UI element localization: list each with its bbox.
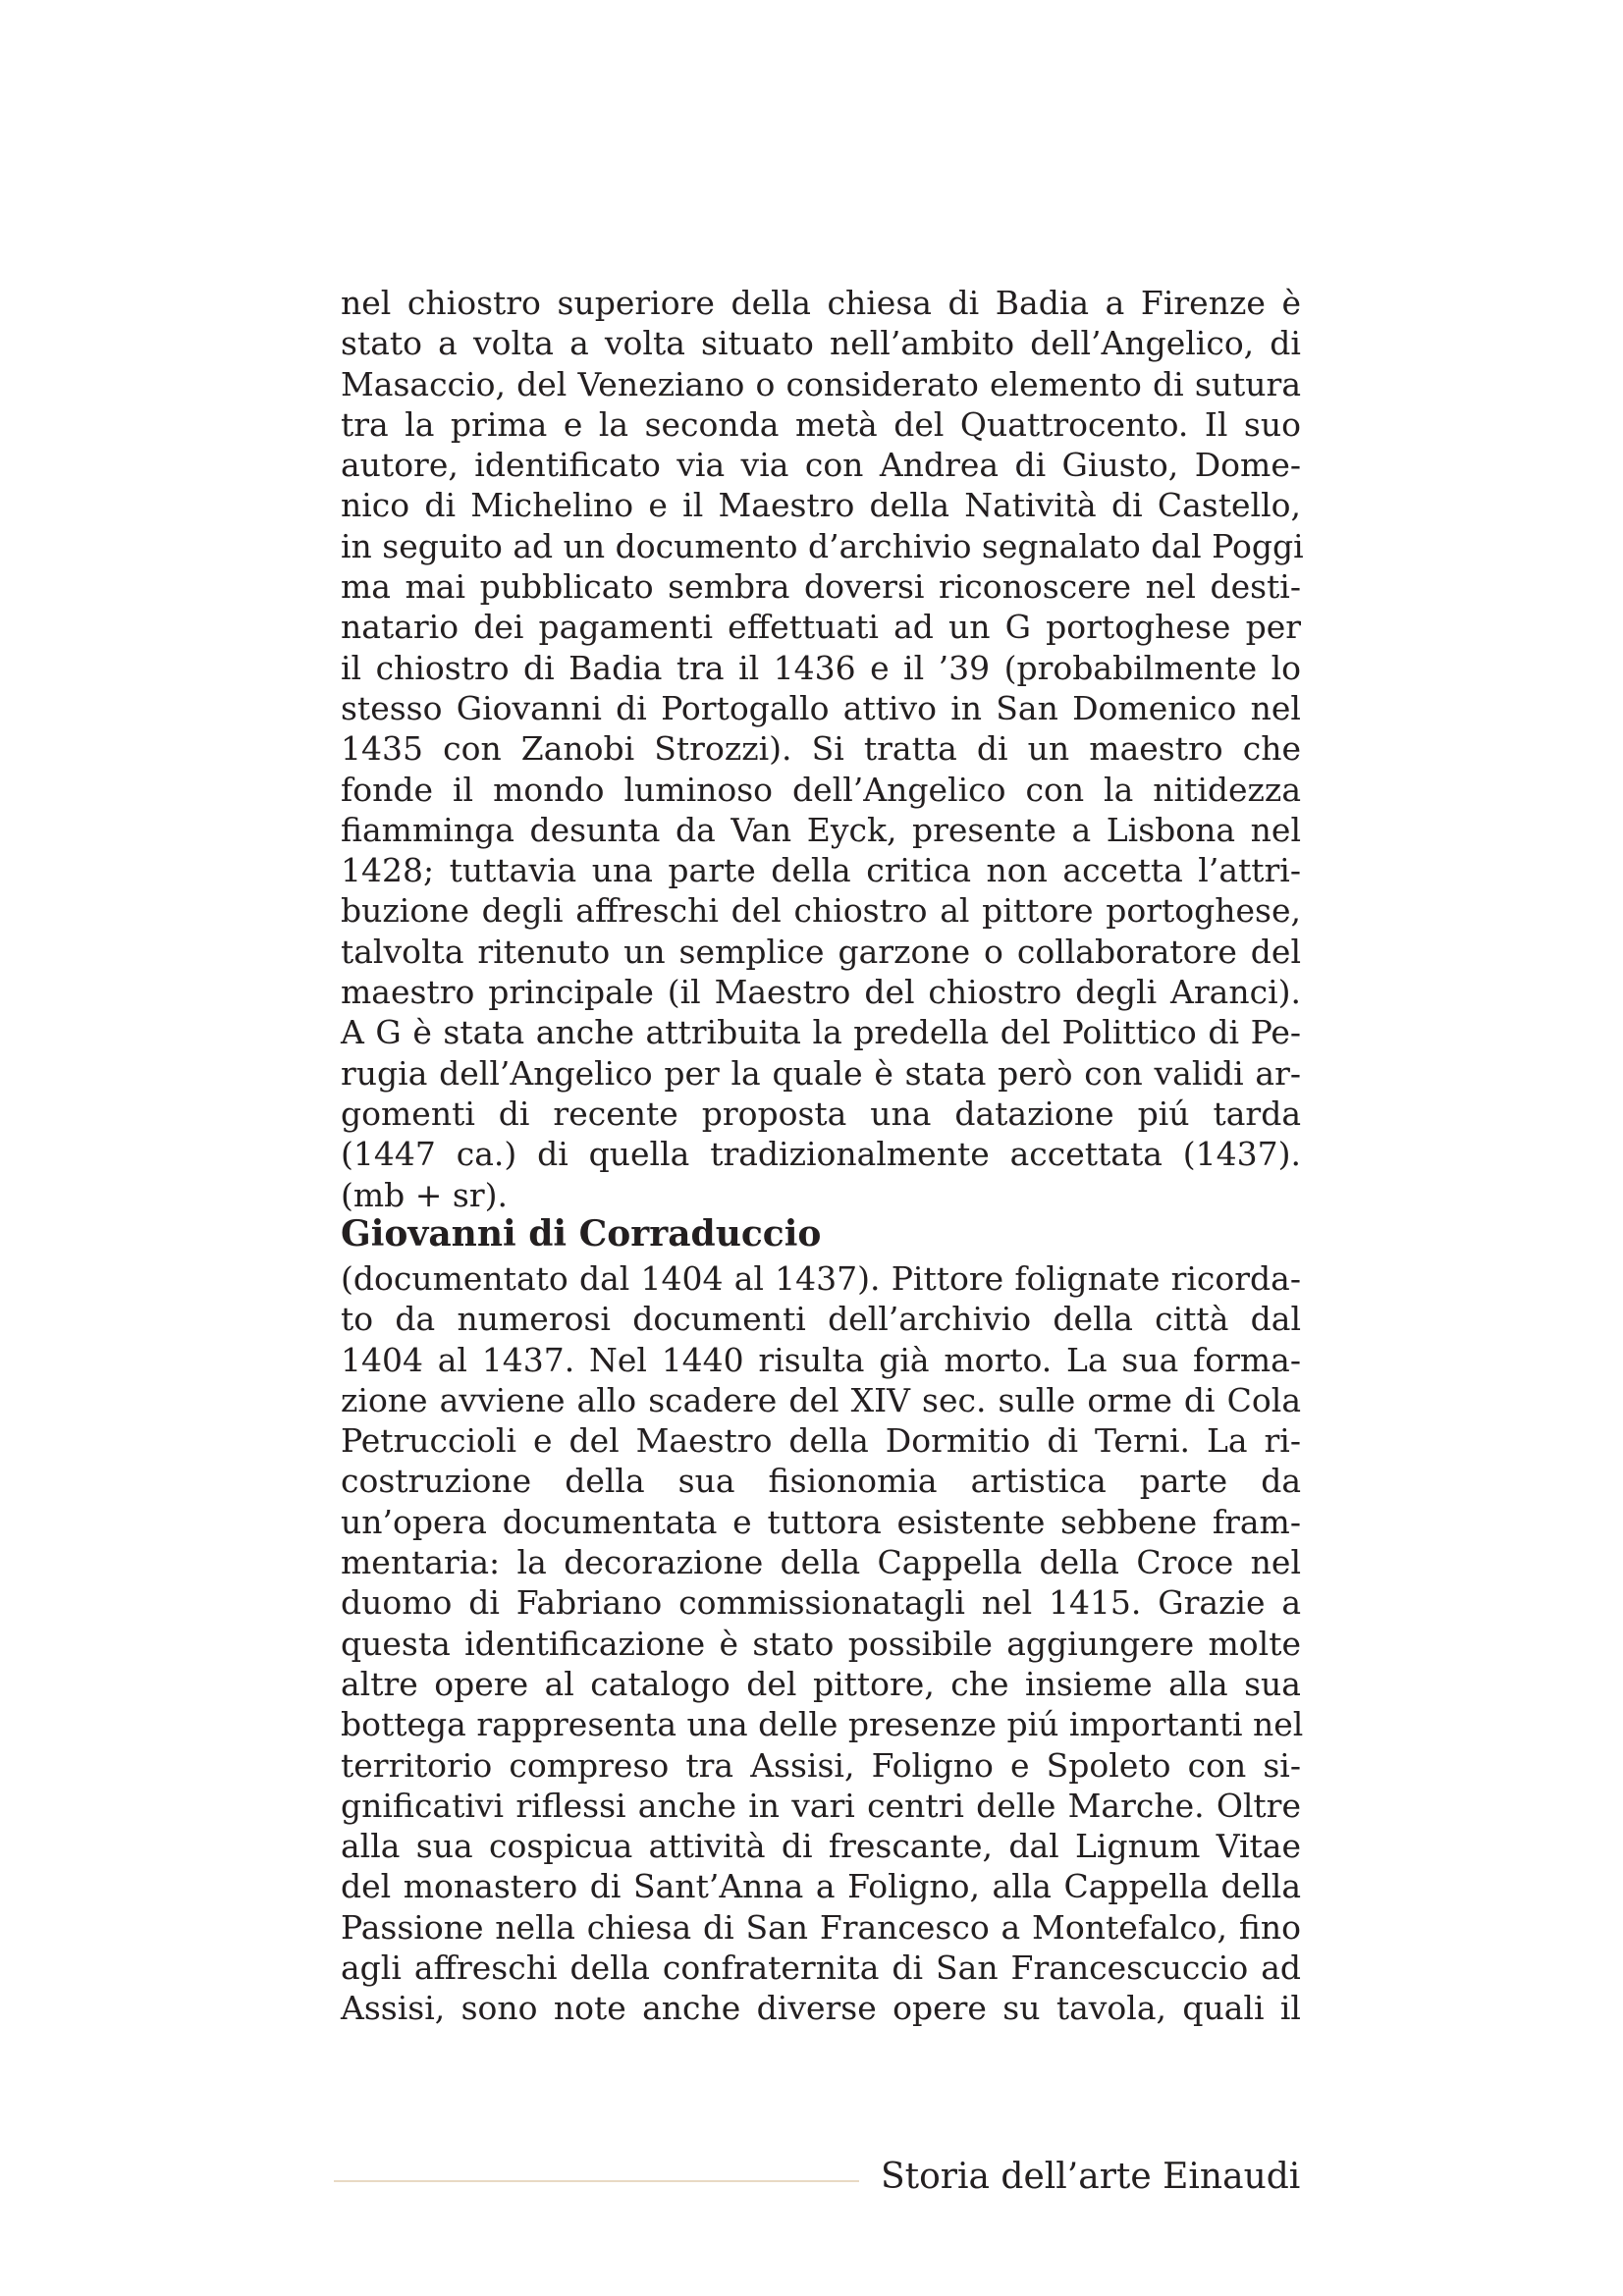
- text-line: un’opera documentata e tuttora esistente sebbene fram-: [341, 1502, 1301, 1541]
- text-line: buzione degli affreschi del chiostro al pittore portoghese,: [341, 891, 1301, 931]
- text-line: questa identificazione è stato possibile aggiungere molte: [341, 1624, 1301, 1663]
- text-line: duomo di Fabriano commissionatagli nel 1415. Grazie a: [341, 1583, 1301, 1623]
- text-line: fiamminga desunta da Van Eyck, presente a Lisbona nel: [341, 810, 1301, 849]
- entry-text-continued: [341, 283, 1304, 1215]
- text-line: il chiostro di Badia tra il 1436 e il ’39 (probabilmente lo: [341, 648, 1301, 687]
- text-line: maestro principale (il Maestro del chiostro degli Aranci).: [341, 973, 1301, 1012]
- text-line: 1435 con Zanobi Strozzi). Si tratta di un maestro che: [341, 729, 1301, 769]
- text-line: stesso Giovanni di Portogallo attivo in San Domenico nel: [341, 688, 1301, 727]
- text-line: talvolta ritenuto un semplice garzone o collaboratore del: [341, 932, 1301, 971]
- footer-divider: [334, 2180, 859, 2182]
- text-line: Masaccio, del Veneziano o considerato elemento di sutura: [341, 364, 1301, 403]
- entry-heading: Giovanni di Corraduccio: [341, 1213, 822, 1255]
- text-line: nico di Michelino e il Maestro della Natività di Castello,: [341, 486, 1301, 525]
- text-line: 1428; tuttavia una parte della critica non accetta l’attri-: [341, 851, 1301, 890]
- text-line: natario dei pagamenti effettuati ad un G portoghese per: [341, 608, 1301, 647]
- text-line: (1447 ca.) di quella tradizionalmente accettata (1437).: [341, 1135, 1301, 1174]
- text-line: Petruccioli e del Maestro della Dormitio di Terni. La ri-: [341, 1421, 1301, 1461]
- text-line: zione avviene allo scadere del XIV sec. sulle orme di Cola: [341, 1380, 1301, 1419]
- text-line: gomenti di recente proposta una datazione piú tarda: [341, 1094, 1301, 1133]
- text-line: ma mai pubblicato sembra doversi riconoscere nel desti-: [341, 567, 1301, 607]
- text-line: del monastero di Sant’Anna a Foligno, alla Cappella della: [341, 1867, 1301, 1906]
- text-line: agli affreschi della confraternita di San Francescuccio ad: [341, 1949, 1301, 1988]
- text-line: mentaria: la decorazione della Cappella della Croce nel: [341, 1543, 1301, 1582]
- text-line: 1404 al 1437. Nel 1440 risulta già morto. La sua forma-: [341, 1340, 1301, 1379]
- text-line: costruzione della sua fisionomia artistica parte da: [341, 1462, 1301, 1501]
- text-line: nel chiostro superiore della chiesa di Badia a Firenze è: [341, 284, 1301, 322]
- text-line: (documentato dal 1404 al 1437). Pittore folignate ricorda-: [341, 1259, 1301, 1298]
- entry-text: [341, 1258, 1304, 2029]
- text-line: (mb + sr).: [341, 1175, 508, 1214]
- text-line: bottega rappresenta una delle presenze piú importanti nel: [341, 1705, 1304, 1744]
- text-line: altre opere al catalogo del pittore, che insieme alla sua: [341, 1664, 1301, 1703]
- text-line: autore, identificato via via con Andrea di Giusto, Dome-: [341, 446, 1301, 485]
- text-line: alla sua cospicua attività di frescante, dal Lignum Vitae: [341, 1827, 1301, 1866]
- text-line: territorio compreso tra Assisi, Foligno e Spoleto con si-: [341, 1745, 1301, 1785]
- text-line: gnificativi riflessi anche in vari centri delle Marche. Oltre: [341, 1786, 1301, 1825]
- text-line: tra la prima e la seconda metà del Quattrocento. Il suo: [341, 404, 1301, 444]
- text-line: Assisi, sono note anche diverse opere su tavola, quali il: [341, 1989, 1301, 2028]
- text-line: Passione nella chiesa di San Francesco a Montefalco, fino: [341, 1907, 1301, 1947]
- text-line: A G è stata anche attribuita la predella del Polittico di Pe-: [341, 1013, 1301, 1052]
- text-line: fonde il mondo luminoso dell’Angelico con la nitidezza: [341, 770, 1301, 809]
- text-line: rugia dell’Angelico per la quale è stata però con validi ar-: [341, 1053, 1301, 1093]
- text-line: in seguito ad un documento d’archivio segnalato dal Poggi: [341, 526, 1304, 565]
- publisher-footer: Storia dell’arte Einaudi: [881, 2157, 1301, 2197]
- text-line: stato a volta a volta situato nell’ambito dell’Angelico, di: [341, 324, 1301, 363]
- text-line: to da numerosi documenti dell’archivio della città dal: [341, 1300, 1301, 1339]
